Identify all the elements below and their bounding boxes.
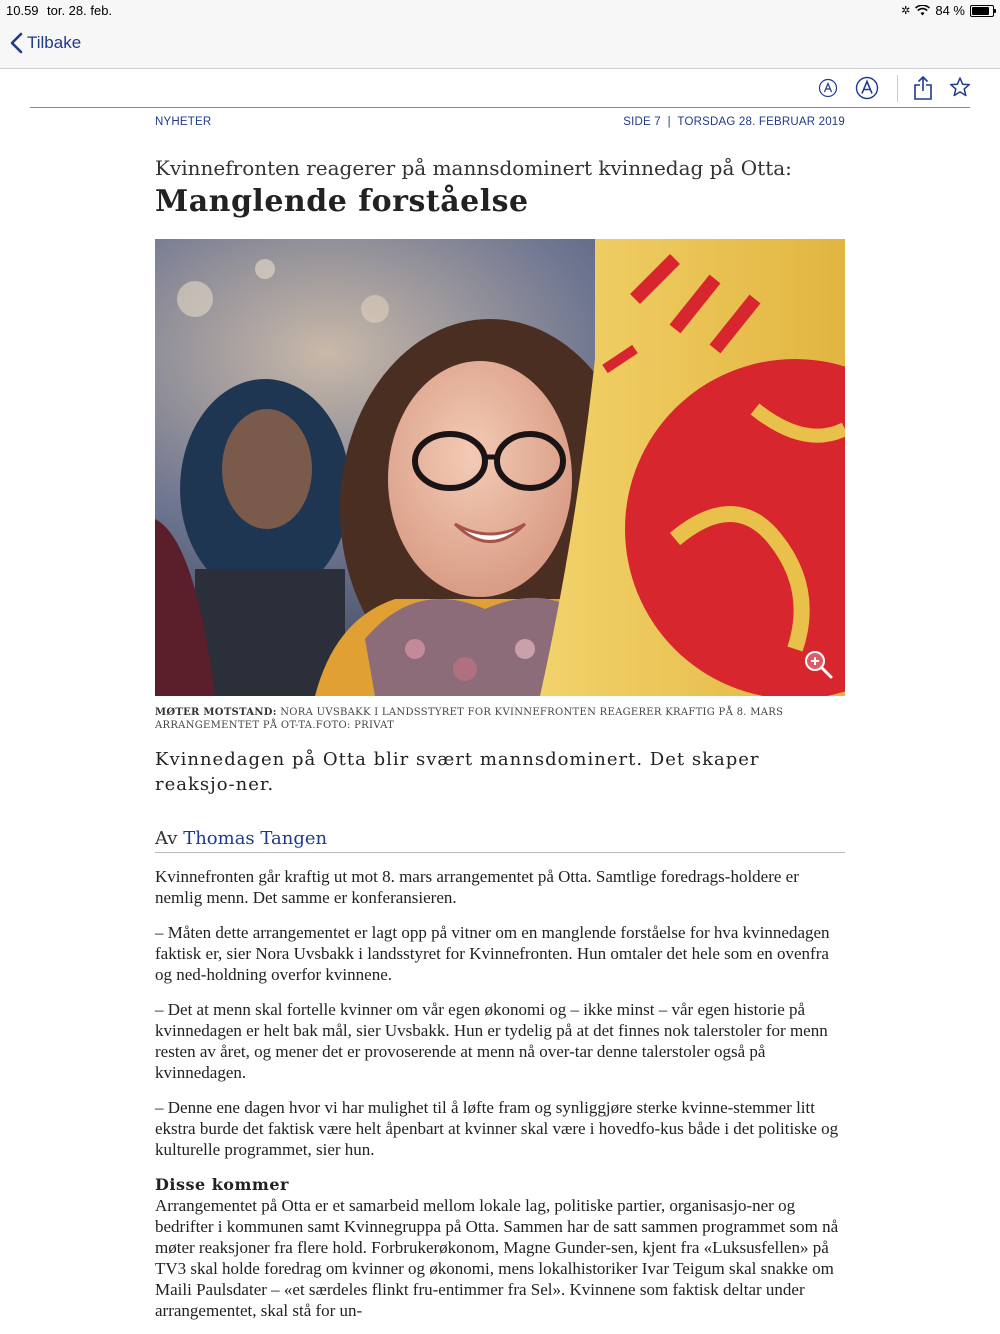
battery-percent: 84 % [935, 3, 965, 18]
article-toolbar [30, 69, 970, 108]
paragraph: Kvinnefronten går kraftig ut mot 8. mars arrangementet på Otta. Samtlige foredrags-holdere er nemlig menn. Det samme er konferansieren. [155, 867, 799, 907]
paragraph: – Det at menn skal fortelle kvinner om vår egen økonomi og – ikke minst – vår egen historie på kvinnedagen er helt bak mål, sier Uvsbakk. Hun er tydelig på at det finnes nok talerstoler for menn resten av året, og mener det er provoserende at menn nå over-tar denne talerstoler også på kvinnedagen. [155, 1000, 828, 1082]
photo-caption [155, 706, 845, 732]
paragraph: – Denne ene dagen hvor vi har mulighet til å løfte fram og synliggjøre sterke kvinne-stemmer litt ekstra burde det faktisk være helt åpenbart at kvinner skal være i hovedfo-kus både i det politiske og kulturelle programmet, sier hun. [155, 1098, 839, 1159]
article-kicker: Kvinnefronten reagerer på mannsdominert kvinnedag på Otta: [155, 156, 792, 180]
article-photo[interactable] [155, 239, 845, 696]
caption-text: NORA UVSBAKK I LANDSSTYRET FOR KVINNEFRONTEN REAGERER KRAFTIG PÅ 8. MARS ARRANGEMENTET PÅ OT-TA.FOTO: PRIVAT [155, 707, 784, 731]
status-bar [0, 0, 1000, 22]
star-icon [949, 76, 971, 98]
page-info: SIDE 7 | TORSDAG 28. FEBRUAR 2019 [623, 116, 845, 128]
subheading: Disse kommer [155, 1175, 289, 1194]
status-right [901, 3, 994, 18]
font-small-icon [818, 78, 838, 98]
article-headline: Manglende forståelse [155, 184, 529, 219]
share-icon [913, 75, 933, 101]
byline-prefix: Av [155, 828, 178, 849]
caption-label: MØTER MOTSTAND: [155, 707, 277, 718]
font-decrease-button[interactable] [818, 78, 838, 103]
article-ingress: Kvinnedagen på Otta blir svært mannsdominert. Det skaper reaksjo-ner. [155, 749, 760, 795]
article-body [155, 866, 845, 1334]
photo-illustration [155, 239, 845, 696]
font-large-icon [855, 76, 879, 100]
toolbar-divider [897, 75, 898, 102]
share-button[interactable] [913, 75, 933, 106]
status-time: 10.59 [6, 3, 39, 18]
chevron-left-icon [10, 32, 23, 54]
paragraph: – Måten dette arrangementet er lagt opp på vitner om en manglende forståelse for hva kvinnedagen faktisk er, sier Nora Uvsbakk i landsstyret for Kvinnefronten. Hun omtaler det hele som en ovenfra og ned-holdning overfor kvinnene. [155, 923, 830, 984]
favorite-button[interactable] [949, 76, 971, 103]
nav-bar [0, 22, 1000, 69]
battery-icon [970, 5, 994, 17]
byline [155, 828, 845, 853]
paragraph: Arrangementet på Otta er et samarbeid mellom lokale lag, politiske partier, organisasjo-ner og bedrifter i kommunen samt Kvinnegruppa på Otta. Sammen har de satt sammen programmet som nå møter reaksjoner fra flere hold. Forbrukerøkonom, Magne Gunder-sen, kjent fra «Luksusfellen» på TV3 skal holde foredrag om kvinner og økonomi, mens lokalhistoriker Ivar Teigum skal snakke om Maili Paulsdater – «et særdeles flinkt fru-entimmer fra Sel». Kvinnene som faktisk deltar under arrangementet, skal stå for un- [155, 1196, 839, 1320]
back-button[interactable] [10, 32, 81, 54]
back-label: Tilbake [27, 33, 82, 52]
zoom-button[interactable] [803, 649, 835, 686]
moon-icon: ✲ [901, 5, 911, 17]
wifi-icon [915, 5, 930, 16]
zoom-in-icon [803, 649, 835, 681]
author-link[interactable]: Thomas Tangen [183, 828, 328, 849]
section-label: NYHETER [155, 116, 212, 128]
status-date: tor. 28. feb. [47, 3, 113, 18]
font-increase-button[interactable] [855, 76, 879, 105]
